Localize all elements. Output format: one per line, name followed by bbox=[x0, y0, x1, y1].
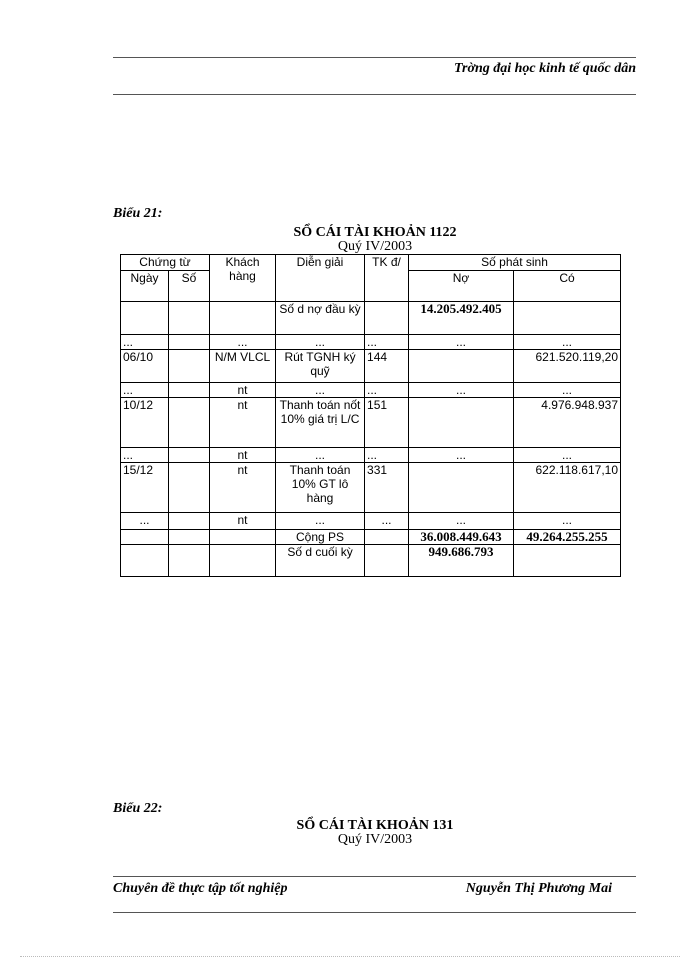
cell-ngay: 06/10 bbox=[121, 350, 169, 383]
table-row bbox=[121, 302, 621, 335]
cell-ngay: ... bbox=[121, 383, 169, 398]
cell-so bbox=[169, 463, 210, 513]
table-row bbox=[121, 463, 621, 513]
cell-ngay: 10/12 bbox=[121, 398, 169, 448]
cell-so bbox=[169, 302, 210, 335]
cell-tk: ... bbox=[365, 335, 409, 350]
cell-tk: ... bbox=[365, 513, 409, 530]
cell-dien-giai: Số d cuối kỳ bbox=[276, 545, 365, 577]
cell-so bbox=[169, 383, 210, 398]
cell-co bbox=[514, 545, 621, 577]
cell-khach-hang: nt bbox=[210, 398, 276, 448]
cell-dien-giai: ... bbox=[276, 335, 365, 350]
cell-tk: 151 bbox=[365, 398, 409, 448]
ledger-subtitle-131: Quý IV/2003 bbox=[337, 832, 413, 847]
cell-co: 4.976.948.937 bbox=[514, 398, 621, 448]
cell-so bbox=[169, 350, 210, 383]
cell-khach-hang: nt bbox=[210, 513, 276, 530]
ledger-title: SỔ CÁI TÀI KHOẢN 1122 bbox=[293, 225, 457, 240]
cell-co bbox=[514, 302, 621, 335]
footer-rule-top bbox=[113, 876, 636, 877]
cell-no: ... bbox=[409, 335, 514, 350]
col-header-khach-hang: Khách hàng bbox=[210, 255, 276, 302]
cell-co: 621.520.119,20 bbox=[514, 350, 621, 383]
cell-co: 622.118.617,10 bbox=[514, 463, 621, 513]
cell-dien-giai: Cộng PS bbox=[276, 530, 365, 545]
cell-tk bbox=[365, 545, 409, 577]
cell-khach-hang bbox=[210, 545, 276, 577]
cell-so bbox=[169, 335, 210, 350]
cell-no: ... bbox=[409, 448, 514, 463]
cell-so bbox=[169, 545, 210, 577]
cell-dien-giai: ... bbox=[276, 513, 365, 530]
cell-co: ... bbox=[514, 513, 621, 530]
header-rule-bottom bbox=[113, 94, 636, 95]
footer-author: Nguyễn Thị Phương Mai bbox=[465, 881, 612, 896]
cell-ngay bbox=[121, 302, 169, 335]
col-header-so-phat-sinh: Số phát sinh bbox=[409, 255, 621, 271]
cell-ngay bbox=[121, 545, 169, 577]
page-edge-rule bbox=[20, 956, 680, 957]
bieu21-label: Biểu 21: bbox=[113, 206, 163, 221]
cell-tk: 331 bbox=[365, 463, 409, 513]
footer-report-title: Chuyên đề thực tập tốt nghiệp bbox=[113, 881, 288, 896]
table-row bbox=[121, 530, 621, 545]
col-header-tk: TK đ/ bbox=[365, 255, 409, 302]
ledger-title-131: SỔ CÁI TÀI KHOẢN 131 bbox=[296, 818, 454, 833]
cell-tk: ... bbox=[365, 448, 409, 463]
cell-dien-giai: Thanh toán 10% GT lô hàng bbox=[276, 463, 365, 513]
ledger-table bbox=[120, 254, 621, 577]
cell-no bbox=[409, 398, 514, 448]
cell-ngay: 15/12 bbox=[121, 463, 169, 513]
cell-khach-hang: N/M VLCL bbox=[210, 350, 276, 383]
cell-no: 949.686.793 bbox=[409, 545, 514, 577]
cell-no: 14.205.492.405 bbox=[409, 302, 514, 335]
table-row bbox=[121, 398, 621, 448]
cell-khach-hang bbox=[210, 530, 276, 545]
cell-no bbox=[409, 350, 514, 383]
header-rule-top bbox=[113, 57, 636, 58]
cell-no: ... bbox=[409, 513, 514, 530]
cell-no: 36.008.449.643 bbox=[409, 530, 514, 545]
footer-rule-bottom bbox=[113, 912, 636, 913]
col-header-so: Số bbox=[169, 271, 210, 302]
bieu22-label: Biểu 22: bbox=[113, 801, 163, 816]
cell-ngay: ... bbox=[121, 448, 169, 463]
table-row bbox=[121, 335, 621, 350]
cell-co: ... bbox=[514, 335, 621, 350]
cell-dien-giai: ... bbox=[276, 383, 365, 398]
table-row bbox=[121, 545, 621, 577]
col-header-ngay: Ngày bbox=[121, 271, 169, 302]
cell-co: ... bbox=[514, 383, 621, 398]
cell-khach-hang: nt bbox=[210, 383, 276, 398]
cell-so bbox=[169, 530, 210, 545]
col-header-no: Nợ bbox=[409, 271, 514, 302]
cell-so bbox=[169, 448, 210, 463]
cell-ngay: ... bbox=[121, 513, 169, 530]
cell-khach-hang: nt bbox=[210, 448, 276, 463]
col-header-chung-tu: Chứng từ bbox=[121, 255, 210, 271]
col-header-co: Có bbox=[514, 271, 621, 302]
cell-dien-giai: Thanh toán nốt 10% giá trị L/C bbox=[276, 398, 365, 448]
cell-tk: ... bbox=[365, 383, 409, 398]
table-row bbox=[121, 448, 621, 463]
cell-khach-hang bbox=[210, 302, 276, 335]
cell-dien-giai: Số d nợ đầu kỳ bbox=[276, 302, 365, 335]
col-header-dien-giai: Diễn giải bbox=[276, 255, 365, 302]
cell-dien-giai: ... bbox=[276, 448, 365, 463]
table-row bbox=[121, 350, 621, 383]
cell-khach-hang: nt bbox=[210, 463, 276, 513]
cell-no: ... bbox=[409, 383, 514, 398]
header-title: Trờng đại học kinh tế quốc dân bbox=[453, 61, 636, 76]
header-row-1 bbox=[121, 255, 621, 271]
cell-so bbox=[169, 513, 210, 530]
cell-tk bbox=[365, 530, 409, 545]
cell-co: ... bbox=[514, 448, 621, 463]
table-row bbox=[121, 383, 621, 398]
cell-ngay bbox=[121, 530, 169, 545]
cell-so bbox=[169, 398, 210, 448]
cell-ngay: ... bbox=[121, 335, 169, 350]
cell-dien-giai: Rút TGNH ký quỹ bbox=[276, 350, 365, 383]
cell-no bbox=[409, 463, 514, 513]
ledger-subtitle: Quý IV/2003 bbox=[337, 239, 413, 254]
cell-tk bbox=[365, 302, 409, 335]
cell-co: 49.264.255.255 bbox=[514, 530, 621, 545]
table-row bbox=[121, 513, 621, 530]
cell-khach-hang: ... bbox=[210, 335, 276, 350]
cell-tk: 144 bbox=[365, 350, 409, 383]
